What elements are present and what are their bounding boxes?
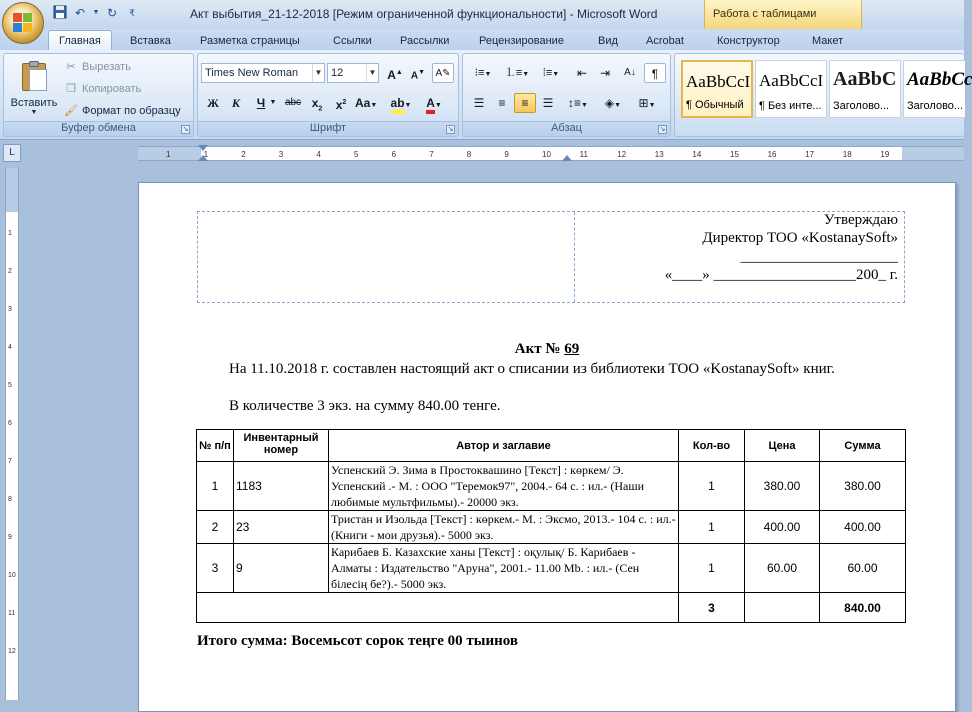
dialog-launcher-icon[interactable]: ↘ (182, 126, 189, 133)
quick-access-toolbar (52, 5, 140, 21)
cell-title[interactable]: Успенский Э. Зима в Простоквашино [Текст] : көркем/ Э. Успенский .- М. : ООО "Теремок97", 2004.- 64 с. : ил.- (Наши любимые мультфильмы).- 20000 экз. (329, 462, 679, 511)
chevron-down-icon: ▼ (312, 64, 324, 82)
horizontal-ruler[interactable] (138, 146, 964, 161)
cell-sum[interactable]: 380.00 (820, 462, 906, 511)
ruler-mark: 2 (241, 150, 246, 159)
cell-price[interactable]: 60.00 (745, 544, 820, 593)
clipboard-group (3, 53, 194, 137)
ruler-mark: 9 (504, 150, 509, 159)
vertical-ruler-mark: 4 (8, 344, 12, 351)
copy-icon: ❐ (66, 83, 76, 95)
paragraph-group (462, 53, 671, 137)
books-table[interactable] (196, 429, 906, 623)
font-name-value: Times New Roman (205, 67, 299, 79)
customize-qat-icon[interactable]: ₹ (129, 8, 135, 18)
title-bar (0, 0, 964, 29)
cell-n[interactable]: 2 (197, 511, 234, 544)
style-name: Заголово... (907, 100, 964, 112)
tab-view[interactable]: Вид (598, 35, 618, 47)
cell-title[interactable]: Карибаев Б. Казахские ханы [Текст] : оқулық/ Б. Карибаев - Алматы : Издательство "Аруна", 2001.- 11.00 Mb. : ил.- (Сен білесің бе?).- 5000 экз. (329, 544, 679, 593)
cell-inv[interactable]: 9 (234, 544, 329, 593)
dialog-launcher-icon[interactable]: ↘ (659, 126, 666, 133)
window-title: Акт выбытия_21-12-2018 [Режим ограниченной функциональности] - Microsoft Word (190, 7, 658, 21)
style-name: ¶ Обычный (686, 99, 744, 111)
vertical-ruler-mark: 9 (8, 534, 12, 541)
highlight-icon[interactable]: ab▼ (390, 93, 412, 113)
act-title (139, 341, 955, 358)
tab-references[interactable]: Ссылки (333, 35, 372, 47)
table-row (197, 544, 906, 593)
clipboard-group-label: Буфер обмена (4, 121, 193, 136)
ruler-mark: 14 (692, 150, 702, 159)
document-page[interactable] (138, 182, 956, 712)
multilevel-list-icon[interactable]: ⁞≡▼ (542, 67, 560, 79)
paste-label: Вставить (10, 97, 58, 109)
font-name-select[interactable] (201, 63, 325, 83)
vertical-ruler-mark: 12 (8, 648, 16, 655)
cell-title[interactable]: Тристан и Изольда [Текст] : көркем.- М. : Эксмо, 2013.- 104 с. : ил.- (Книги - мои друзья).- 5000 экз. (329, 511, 679, 544)
col-header: Сумма (820, 430, 906, 462)
approve-line-4: «____» ___________________200_ г. (664, 267, 898, 283)
tab-design[interactable]: Конструктор (717, 35, 780, 47)
cut-label: Вырезать (82, 61, 131, 73)
change-case-icon[interactable]: Aa▼ (355, 96, 378, 110)
style-sample: AaBbCcI (686, 72, 751, 91)
superscript-icon[interactable]: $x^2$ (335, 98, 347, 112)
ruler-mark: 1 (166, 150, 171, 159)
copy-label: Копировать (82, 83, 142, 95)
copy-button[interactable] (64, 80, 141, 98)
strikethrough-icon[interactable]: abc (284, 97, 302, 108)
align-left-icon[interactable]: ☰ (473, 96, 485, 110)
ruler-mark: 15 (730, 150, 739, 159)
vertical-ruler-mark: 10 (8, 572, 16, 579)
font-size-select[interactable] (327, 63, 379, 83)
vertical-ruler-mark: 3 (8, 306, 12, 313)
style-sample: AaBbCcI (759, 71, 824, 90)
ruler-mark: 1 (203, 150, 209, 159)
approve-line-3: _____________________ (740, 249, 898, 265)
shading-icon[interactable]: ◈▼ (604, 96, 622, 110)
font-group-label: Шрифт (198, 121, 458, 136)
ruler-mark: 7 (429, 150, 434, 159)
cell-n[interactable]: 3 (197, 544, 234, 593)
tab-mailings[interactable]: Рассылки (400, 35, 450, 47)
style-name: Заголово... (833, 100, 890, 112)
format-painter-label: Формат по образцу (82, 105, 181, 117)
undo-dropdown-icon[interactable]: ▼ (92, 9, 100, 16)
paste-icon (19, 60, 49, 92)
ruler-mark: 11 (579, 150, 588, 159)
italic-icon[interactable]: К (231, 96, 241, 110)
font-size-value: 12 (331, 67, 344, 79)
table-tools-group: Работа с таблицами (704, 0, 862, 29)
vertical-ruler-mark: 1 (8, 230, 12, 237)
vertical-ruler-mark: 7 (8, 458, 12, 465)
cut-button[interactable] (64, 58, 131, 76)
save-icon[interactable] (52, 5, 68, 21)
cell-n[interactable]: 1 (197, 462, 234, 511)
ruler-mark: 12 (617, 150, 627, 159)
approve-line-1: Утверждаю (823, 212, 898, 228)
show-marks-icon[interactable]: ¶ (644, 63, 666, 83)
clear-formatting-icon[interactable]: A✎ (432, 63, 454, 83)
ruler-mark: 5 (354, 150, 359, 159)
ribbon (0, 50, 972, 140)
ribbon-tabs (0, 29, 964, 50)
paragraph-group-label: Абзац (463, 121, 670, 136)
ruler-mark: 17 (805, 150, 815, 159)
hanging-indent-handle[interactable] (198, 155, 208, 161)
numbering-icon[interactable]: ⒈≡▼ (504, 67, 530, 79)
tab-home[interactable]: Главная (48, 30, 112, 51)
ruler-mark: 18 (842, 150, 852, 159)
brush-icon: 🖌 (64, 105, 78, 117)
chevron-down-icon: ▼ (366, 64, 378, 82)
vertical-ruler-mark: 5 (8, 382, 12, 389)
first-line-indent-handle[interactable] (198, 145, 208, 151)
col-header: Инвентарный номер (234, 430, 329, 462)
ruler-mark: 6 (391, 150, 397, 159)
ruler-mark: 16 (767, 150, 777, 159)
decrease-indent-icon[interactable]: ⇤ (576, 66, 588, 80)
total-sum-text: Итого сумма: Восемьсот сорок теңге 00 тыинов (197, 633, 519, 649)
align-center-icon[interactable]: ≡ (498, 96, 506, 110)
approve-line-2: Директор ТОО «KostanaySoft» (702, 230, 898, 246)
col-header: Кол-во (679, 430, 745, 462)
act-label: Акт № (514, 341, 561, 357)
cell-qty[interactable]: 1 (679, 544, 745, 593)
style-sample: AaBbC (833, 68, 897, 90)
font-group (197, 53, 459, 137)
subscript-icon[interactable]: $x_2$ (311, 96, 323, 113)
ruler-mark: 19 (880, 150, 890, 159)
cell-total-empty[interactable] (197, 593, 679, 623)
style-name: ¶ Без инте... (759, 100, 822, 112)
cell-inv[interactable]: 1183 (234, 462, 329, 511)
act-text-2: В количестве 3 экз. на сумму 840.00 тенге. (229, 398, 501, 414)
vertical-ruler-mark: 11 (8, 610, 16, 617)
ruler-mark: 8 (466, 150, 472, 159)
line-spacing-icon[interactable]: ↕≡▼ (568, 96, 588, 110)
cell-total-qty[interactable]: 3 (679, 593, 745, 623)
tab-acrobat[interactable]: Acrobat (646, 35, 684, 47)
tab-page-layout[interactable]: Разметка страницы (200, 35, 300, 47)
ruler-area (0, 141, 964, 165)
font-color-icon[interactable]: A▼ (423, 93, 445, 113)
dialog-launcher-icon[interactable]: ↘ (447, 126, 454, 133)
tab-selector-icon[interactable]: L (3, 144, 21, 162)
cell-sum[interactable]: 60.00 (820, 544, 906, 593)
scissors-icon: ✂ (66, 61, 76, 73)
ruler-mark: 10 (542, 150, 551, 159)
bullets-icon[interactable]: ⁝≡▼ (474, 67, 492, 79)
table-row (197, 462, 906, 511)
cell-sum[interactable]: 400.00 (820, 511, 906, 544)
vertical-ruler-mark: 6 (8, 420, 12, 427)
style-heading-1[interactable] (829, 60, 901, 118)
cell-total-price-empty[interactable] (745, 593, 820, 623)
cell-price[interactable]: 380.00 (745, 462, 820, 511)
sort-icon[interactable]: A↓ (624, 67, 636, 78)
underline-icon[interactable]: Ч (256, 96, 266, 110)
format-painter-button[interactable] (64, 102, 181, 120)
bold-icon[interactable]: Ж (207, 96, 219, 110)
vertical-ruler[interactable] (5, 168, 19, 700)
style-heading-2[interactable] (903, 60, 972, 118)
cell-price[interactable]: 400.00 (745, 511, 820, 544)
col-header: № п/п (197, 430, 234, 462)
vertical-ruler-mark: 8 (8, 496, 12, 503)
redo-icon[interactable]: ↻ (106, 6, 118, 20)
grow-font-icon[interactable]: A▲ (387, 68, 403, 82)
ruler-mark: 4 (316, 150, 321, 159)
chevron-down-icon: ▼ (30, 109, 38, 116)
shrink-font-icon[interactable]: A▼ (410, 69, 426, 82)
table-header-row (197, 430, 906, 462)
act-text-1: На 11.10.2018 г. составлен настоящий акт о списании из библиотеки ТОО «KostanaySoft» книг. (229, 361, 835, 377)
align-right-icon[interactable]: ≡ (514, 93, 536, 113)
col-header: Цена (745, 430, 820, 462)
cell-qty[interactable]: 1 (679, 462, 745, 511)
increase-indent-icon[interactable]: ⇥ (599, 66, 611, 80)
office-logo-icon (13, 13, 33, 33)
styles-group (674, 53, 972, 137)
act-number: 69 (564, 341, 580, 357)
table-total-row (197, 593, 906, 623)
ruler-mark: 3 (278, 150, 284, 159)
table-row (197, 511, 906, 544)
paste-button[interactable] (10, 58, 58, 118)
approval-table[interactable] (197, 211, 905, 303)
justify-icon[interactable]: ☰ (542, 96, 554, 110)
cell-qty[interactable]: 1 (679, 511, 745, 544)
cell-inv[interactable]: 23 (234, 511, 329, 544)
tab-review[interactable]: Рецензирование (479, 35, 564, 47)
cell-total-sum[interactable]: 840.00 (820, 593, 906, 623)
table-column-marker[interactable] (562, 155, 572, 161)
style-no-spacing[interactable] (755, 60, 827, 118)
ruler-mark: 13 (654, 150, 664, 159)
borders-icon[interactable]: ⊞▼ (638, 96, 656, 110)
chevron-down-icon[interactable]: ▼ (269, 99, 277, 106)
style-normal[interactable] (681, 60, 753, 118)
office-button[interactable] (2, 2, 44, 44)
tab-insert[interactable]: Вставка (130, 35, 171, 47)
style-sample: AaBbCc (907, 69, 972, 90)
tab-layout[interactable]: Макет (812, 35, 844, 47)
col-header: Автор и заглавие (329, 430, 679, 462)
vertical-ruler-mark: 2 (8, 268, 12, 275)
undo-icon[interactable]: ↶ (74, 6, 86, 20)
